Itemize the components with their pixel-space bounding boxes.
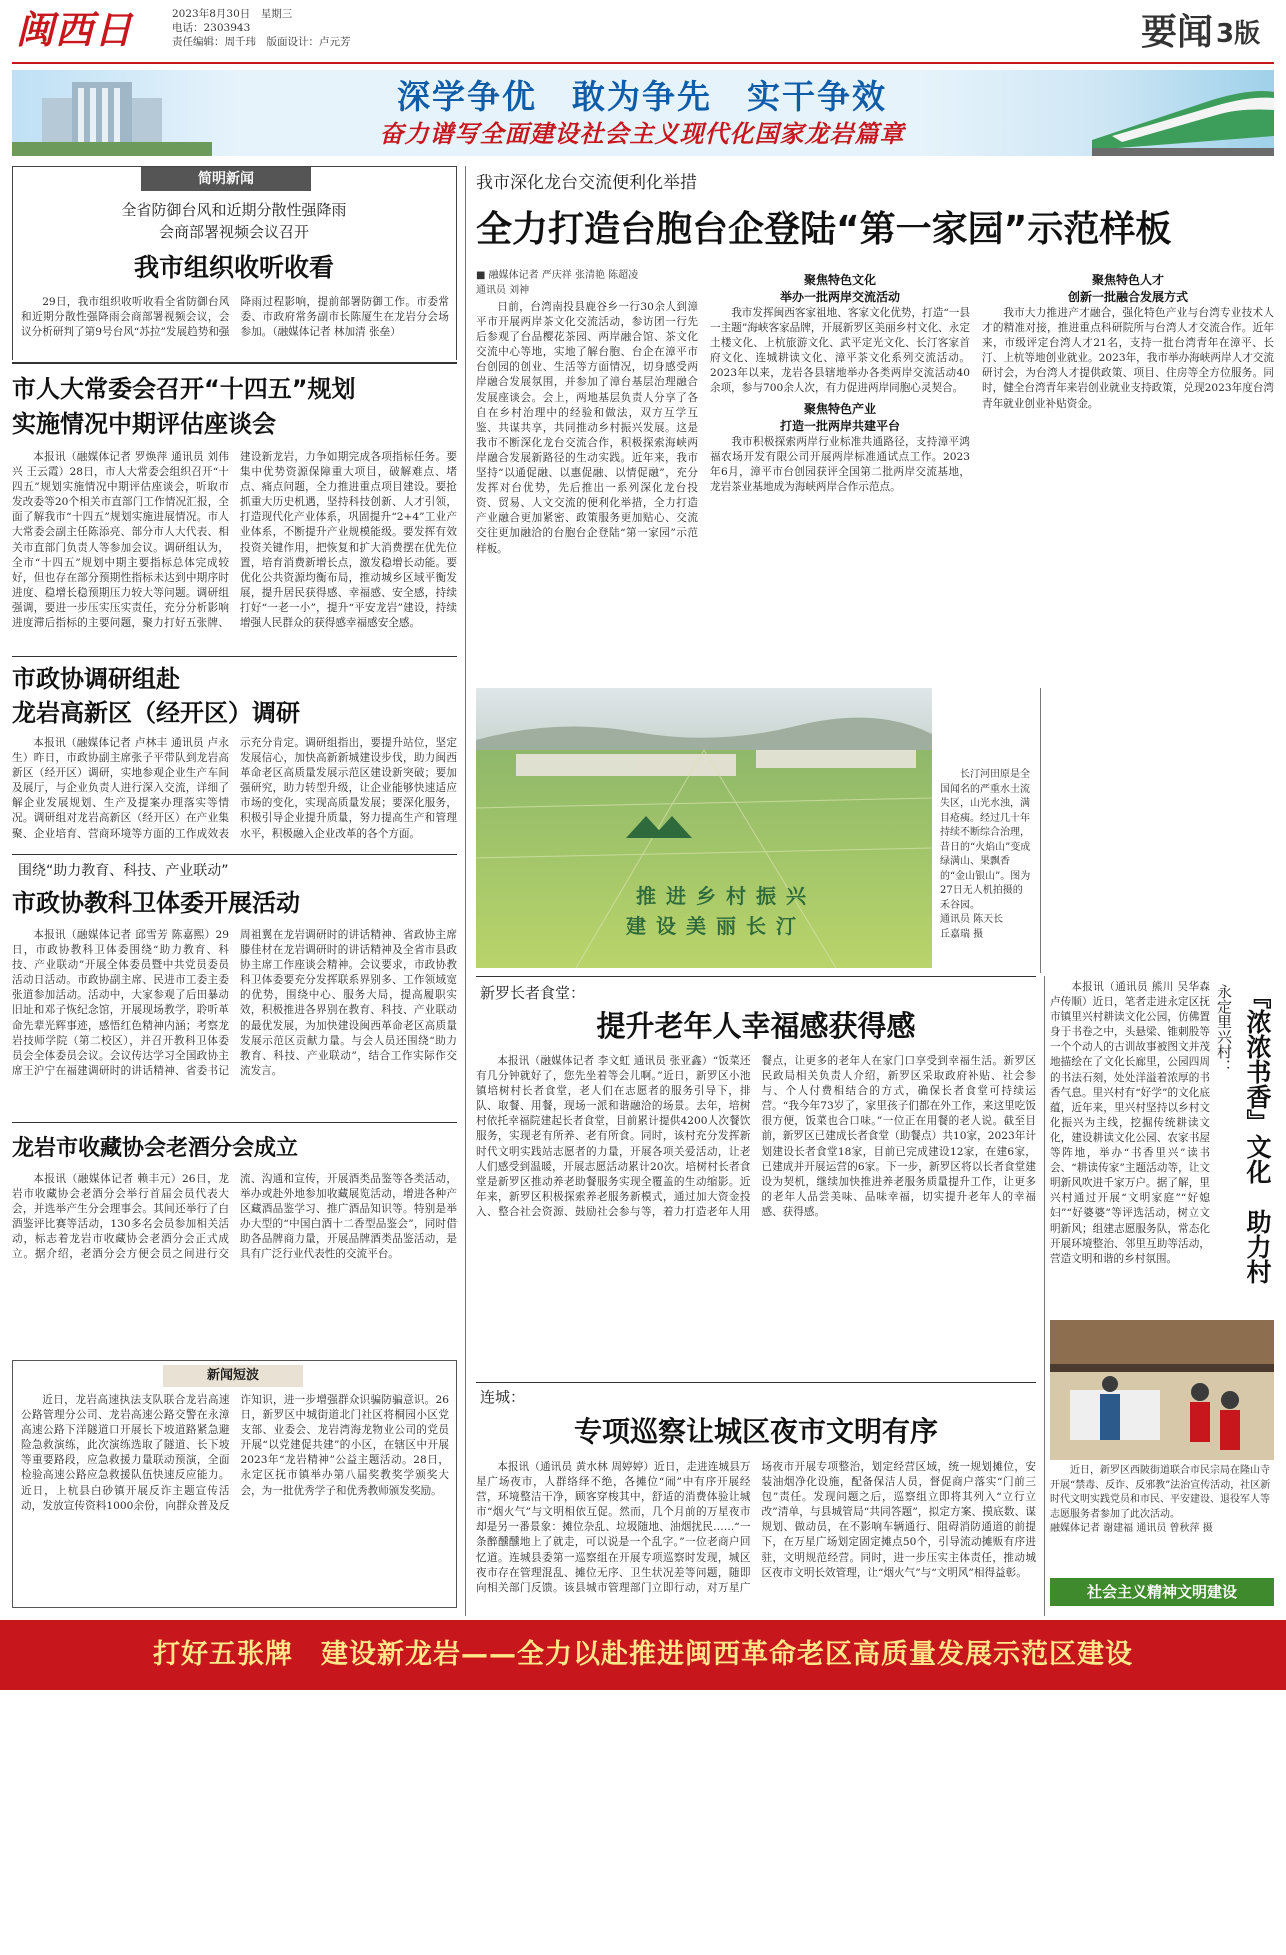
- editor-credit: 责任编辑：周千玮 版面设计：卢元芳: [172, 36, 351, 48]
- canteen-kicker: 新罗长者食堂：: [480, 984, 586, 1002]
- issue-date: 2023年8月30日 星期三: [172, 8, 293, 20]
- aerial-photo: [476, 688, 932, 968]
- liquor-body: 本报讯（融媒体记者 赖丰元）26日，龙岩市收藏协会老酒分会举行首届会员代表大会，并选举产生分会理事会。其间还举行了白酒鉴评比赛等活动，130多名会员参加相关活动，标志着龙岩市收藏协会老酒分会正式成立。据介绍，老酒分会方便会员之间进行交流、沟通和宣传，开展酒类品鉴等各类活动，举办或赴外地参加收藏展览活动，增进各种产区藏酒品鉴学习、推广酒品知识等。特别是举办大型的“中国白酒十二香型品鉴会”，同时借助各品牌商力量，开展品牌酒类品鉴活动，是具有广泛行业代表性的交流平台。: [12, 1173, 457, 1261]
- photo-caption: 长汀河田原是全国闻名的严重水土流失区，山光水浊，满目疮痍。经过几十年持续不断综合治理，昔日的“火焰山”变成绿满山、果飘香的“金山银山”。图为27日无人机拍摄的禾谷园。 通讯员 陈天长 丘嘉瑞 摄: [940, 769, 1031, 940]
- page-bottom: [0, 1690, 1286, 1955]
- banner-subslogan: 奋力谱写全面建设社会主义现代化国家龙岩篇章: [379, 119, 905, 148]
- footer-slogan: 打好五张牌 建设新龙岩——全力以赴推进闽西革命老区高质量发展示范区建设: [153, 1639, 1133, 1670]
- taiwan-sub3-body: 我市大力推进产才融合，强化特色产业与台湾专业技术人才的精准对接，推进重点科研院所与台湾人才交流合作。近年来，市级评定台湾人才21名，支持一批台湾青年在漳平、长汀、上杭等地创业就业。2023年，我市举办海峡两岸人才交流研讨会，为台湾人才提供政策、项目、住房等全方位服务。同时，健全台湾青年来岩创业就业支持政策，兑现2023年度台湾青年就业创业补贴资金。: [982, 307, 1274, 410]
- culture-vertical-title: [1050, 980, 1274, 1310]
- canteen-body: 本报讯（融媒体记者 李文虹 通讯员 张亚鑫）“饭菜还有几分钟就好了，您先坐着等会儿啊。”近日，新罗区小池镇培树村长者食堂，老人们在志愿者的服务引导下，排队、取餐、用餐，现场一派和谐融洽的场景。去年，培树村依托幸福院建起长者食堂，目前累计提供4200人次餐饮服务，实现老有所养、老有所食。同时，该村充分发挥新时代文明实践站志愿者的力量，开展各项关爱活动，让老人们感受到温暖，开展志愿活动累计20次。培树村长者食堂是新罗区推动养老助餐服务实现全覆盖的生动缩影。近年来，新罗区积极探索养老服务新模式，通过加大资金投入、整合社会资源、鼓励社会参与等，着力打造老年人用餐点，让更多的老年人在家门口享受到幸福生活。新罗区民政局相关负责人介绍，新罗区采取政府补贴、社会参与、个人付费相结合的方式，确保长者食堂可持续运营。“我今年73岁了，家里孩子们都在外工作，来这里吃饭很方便，饭菜也合口味。”一位正在用餐的老人说。截至目前，新罗区已建成长者食堂（助餐点）共10家，2023年计划建设长者食堂18家，目前已完成建设12家，在建6家，已建成并开展运营的6家。下一步，新罗区将以长者食堂建设为契机，继续加快推进养老服务质量提升工作，让更多的老年人品尝美味、品味幸福，切实提升老年人的幸福感、获得感。: [476, 1055, 1036, 1218]
- wave-body: 近日，龙岩高速执法支队联合龙岩高速公路管理分公司、龙岩高速公路交警在永漳高速公路下洋隧道口开展长下坡道路紧急避险急救演练，此次演练选取了隧道、长下坡等重要路段，应急救援力量联动预演，全面检验高速公路应急救援队伍快速反应能力。近日，上杭县白砂镇开展反诈主题宣传活动，发放宣传资料1000余份，向群众普及反诈知识，进一步增强群众识骗防骗意识。26日，新罗区中城街道北门社区将桐园小区党支部、业委会、龙岩湾海龙物业公司的党员开展“以党建促共建”的小区，在辖区中开展2023年“龙岩精神”公益主题活动。28日，永定区抚市镇举办第八届奖教奖学颁奖大会，为一批优秀学子和优秀教师颁发奖励。: [21, 1394, 449, 1512]
- footer-banner: [0, 1620, 1286, 1690]
- edu-kicker: 围绕“助力教育、科技、产业联动”: [18, 863, 229, 879]
- section-name: 要闻: [1140, 12, 1213, 53]
- taiwan-sub2-head: 聚焦特色产业 打造一批两岸共建平台: [779, 401, 900, 433]
- volunteer-image: [1050, 1320, 1274, 1460]
- civilization-tag: 社会主义精神文明建设: [1050, 1578, 1274, 1606]
- phone: 电话：2303943: [172, 22, 251, 34]
- culture-title-main: 『浓浓书香』文化 助力村: [1243, 984, 1272, 1284]
- cppcc-body: 本报讯（融媒体记者 卢林丰 通讯员 卢永生）昨日，市政协副主席张子平带队到龙岩高新区（经开区）调研，实地参观企业生产车间及展厅，与企业负责人进行深入交流，详细了解企业发展规划、生产及提案办理落实等情况。调研组对龙岩高新区（经开区）在产业集聚、企业培育、营商环境等方面的工作成效表示充分肯定。调研组指出，要提升站位，坚定发展信心，加快高新新城建设步伐，助力闽西革命老区高质量发展示范区建设新突破；要加强研究，助力转型升级，让企业能够快速适应市场的变化，实现高质量发展；要深化服务，积极引导企业提升质量，努力提高生产和管理水平，积极融入企业改革的各个方面。: [12, 737, 457, 840]
- volunteer-caption: 近日，新罗区西陂街道联合市民宗局在隆山寺开展“禁毒、反诈、反邪教”法治宣传活动，社区新时代文明实践党员和市民、平安建设、退役军人等志愿服务者参加了此次活动。 融媒体记者 谢建福 通讯员 曾秋萍 摄: [1050, 1465, 1271, 1534]
- volunteer-photo: [1050, 1320, 1274, 1460]
- edu-body: 本报讯（融媒体记者 邱雪芳 陈嘉熙）29日，市政协教科卫体委围绕“助力教育、科技、产业联动”开展全体委员暨中共党员委员活动日活动。市政协副主席、民进市工委主委张道参加活动。活动中，大家参观了后田暴动旧址和邓子恢纪念馆，开展现场教学，聆听革命先辈光辉事迹，感悟红色精神内涵；考察龙岩技师学院（第二校区），并召开教科卫体委员会全体委员会议。会议传达学习全国政协主席王沪宁在福建调研时的讲话精神、省委书记周祖翼在龙岩调研时的讲话精神、省政协主席滕佳材在龙岩调研时的讲话精神及全省市县政协主席工作座谈会精神。会议要求，市政协教科卫体委要充分发挥联系界别多、工作领域宽的优势，围绕中心、服务大局，提高履职实效，积极推进各界别在教育、科技、产业联动的最优发展，为加快建设闽西革命老区高质量发展示范区贡献力量。与会人员还围绕“助力教育、科技、产业联动”，结合工作实际作交流发言。: [12, 929, 457, 1077]
- newspaper-logo: 闽西日: [16, 7, 134, 52]
- masthead: [0, 0, 1286, 70]
- banner-slogan: 深学争优 敢为争先 实干争效: [397, 77, 887, 116]
- brief-news: [12, 166, 457, 360]
- brief-title: 我市组织收听收看: [133, 253, 334, 282]
- culture-body: 本报讯（通讯员 熊川 吴华森 卢传顺）近日，笔者走进永定区抚市镇里兴村耕读文化公园，仿佛置身于书卷之中，头悬梁、锥刺股等一个个动人的古训故事被图文并茂地描绘在了文化长廊里，公园四周的书法石刻，处处洋溢着浓厚的书香气息。里兴村有“好学”的文化底蕴，近年来，里兴村坚持以乡村文化振兴为主线，挖掘传统耕读文化，建设耕读文化公园、农家书屋等阵地，举办“书香里兴”读书会、“耕读传家”主题活动等，让文明新风吹进千家万户。据了解，里兴村通过开展“文明家庭”“好媳妇”“好婆婆”等评选活动，树立文明新风；组建志愿服务队，常态化开展环境整治、邻里互助等活动，营造文明和谐的乡村氛围。: [1050, 981, 1210, 1265]
- taiwan-sub1-body: 我市发挥闽西客家祖地、客家文化优势，打造“一县一主题”海峡客家品牌，开展新罗区美丽乡村文化、永定土楼文化、上杭旅游文化、武平定光文化、长汀客家首府文化、连城耕读文化、漳平茶文化系列交流活动。2023年以来，龙岩各县辖地举办各类两岸交流活动40余项，参与700余人次，有力促进两岸同胞心灵契合。: [710, 307, 970, 395]
- liquor-headline: 龙岩市收藏协会老酒分会成立: [12, 1136, 299, 1161]
- news-wave: [12, 1360, 457, 1608]
- cppcc-headline: 市政协调研组赴 龙岩高新区（经开区）调研: [12, 665, 300, 727]
- wave-tag: 新闻短波: [163, 1365, 303, 1387]
- brief-subtitle: 全省防御台风和近期分散性强降雨 会商部署视频会议召开: [121, 201, 347, 241]
- taiwan-byline: ■ 融媒体记者 严庆祥 张清艳 陈超凌 通讯员 刘神: [476, 270, 639, 296]
- field-sign-line1: 推进乡村振兴: [636, 884, 816, 906]
- npc-headline: 市人大常委会召开“十四五”规划 实施情况中期评估座谈会: [12, 375, 356, 438]
- taiwan-kicker: 我市深化龙台交流便利化举措: [476, 173, 697, 193]
- lianchen-body: 本报讯（通讯员 黄水林 周婷婷）近日，走进连城县万星广场夜市，人群络绎不绝，各摊位“闹”中有序开展经营，环境整洁干净，顾客穿梭其中，舒适的消费体验让城市“烟火气”与文明相依互促。然而，几个月前的万星夜市却是另一番景象：摊位杂乱、垃圾随地、油烟扰民……“一条醉醺醺地上了就走，可以说是一个乱字。”一位老商户回忆道。连城县委第一巡察组在开展专项巡察时发现，城区夜市存在管理混乱、摊位无序、卫生状况差等问题，随即向相关部门反馈。该县城市管理部门立即行动，对万星广场夜市开展专项整治，划定经营区域，统一规划摊位，安装油烟净化设施，配备保洁人员，督促商户落实“门前三包”责任。发现问题之后，巡察组立即将其列入“立行立改”清单，与县城管局“共同答题”，拟定方案、摸底数、谋规划、做动员，在不影响车辆通行、阻碍消防通道的前提下，在万星广场划定固定摊点50个，引导流动摊贩有序进驻，文明规范经营。同时，进一步压实主体责任，推动城区夜市文明长效管理，让“烟火气”与“文明风”相得益彰。: [476, 1461, 1036, 1594]
- taiwan-col2: [710, 268, 970, 680]
- theme-banner: [12, 70, 1274, 156]
- canteen-headline: 提升老年人幸福感获得感: [596, 1009, 916, 1043]
- lianchen-headline: 专项巡察让城区夜市文明有序: [573, 1415, 938, 1448]
- brief-body: 29日，我市组织收听收看全省防御台风和近期分散性强降雨会商部署视频会议，会议分析研判了第9号台风“苏拉”发展趋势和强降雨过程影响，提前部署防御工作。市委常委、市政府常务副市长陈厦生在龙岩分会场参加。（融媒体记者 林加清 张垒）: [21, 296, 449, 339]
- field-sign-line2: 建设美丽长汀: [626, 914, 806, 936]
- brief-tag: 简明新闻: [141, 167, 311, 191]
- taiwan-headline: 全力打造台胞台企登陆“第一家园”示范样板: [476, 209, 1172, 250]
- taiwan-sub2-body: 我市积极探索两岸行业标准共通路径，支持漳平鸿福农场开发有限公司开展两岸标准通试点工作。2023年6月，漳平市台创园获评全国第二批两岸交流基地，龙岩茶业基地成为海峡两岸合作示范点。: [710, 435, 970, 493]
- taiwan-col3: [982, 268, 1274, 680]
- taiwan-sub3-head: 聚焦特色人才 创新一批融合发展方式: [1067, 273, 1188, 304]
- taiwan-sub1-head: 聚焦特色文化 举办一批两岸交流活动: [779, 273, 900, 304]
- npc-body: 本报讯（融媒体记者 罗焕萍 通讯员 刘伟兴 王云霞）28日，市人大常委会组织召开“十四五”规划实施情况中期评估座谈会，听取市发改委等20个相关市直部门工作情况汇报，全面了解我市“十四五”规划实施进展情况。市人大常委会副主任陈添亮、部分市人大代表、相关市直部门负责人等参加会议。调研组认为，全市“十四五”规划中期主要指标总体完成较好，但也存在部分预期性指标未达到中期序时进度、稳增长稳预期压力较大等问题。调研组强调，要进一步压实压实责任，充分分析影响进度滞后指标的主要问题，聚力打好五张牌、建设新龙岩，力争如期完成各项指标任务。要集中优势资源保障重大项目，破解难点、堵点、痛点问题，全力推进重点项目建设。要抢抓重大历史机遇，坚持科技创新、人才引领，打造现代化产业体系，巩固提升“2+4”工业产业体系，不断提升产业规模能级。要发挥有效投资关键作用，把恢复和扩大消费摆在优先位置，培育消费新增长点，激发稳增长动能。要优化公共资源均衡布局，推动城乡区域平衡发展，提升居民获得感、幸福感、安全感，持续打好“一老一小”，提升“平安龙岩”建设，持续增强人民群众的获得感幸福感安全感。: [12, 451, 457, 630]
- taiwan-body: 日前，台湾南投县鹿谷乡一行30余人到漳平市开展两岸茶文化交流活动，参访团一行先后参观了台品樱花茶园、两岸融合馆、茶文化交流中心等地，实地了解台胞、台企在漳平市台创园的创业、生活等方面情况，切身感受两岸融合发展氛围，并参加了漳台基层治理融合发展座谈会。会上，两地基层负责人分享了各自在乡村治理中的经验和做法，双方互学互鉴、共谋共享，共同推动乡村振兴发展。这是我市不断深化龙台交流合作，积极探索海峡两岸融合发展新路径的生动实践。近年来，我市坚持“以通促融、以惠促融、以情促融”，充分发挥对台优势，先后推出一系列深化龙台投资、贸易、人文交流的便利化举措，全力打造产业融合更加紧密、政策服务更加贴心、交流交往更加融洽的台胞台企登陆“第一家园”示范样板。: [476, 301, 698, 555]
- edu-headline: 市政协教科卫体委开展活动: [12, 889, 300, 917]
- lianchen-kicker: 连城：: [480, 1388, 526, 1406]
- culture-title-kicker: 永定里兴村：: [1215, 984, 1233, 1074]
- page-number: 3版: [1216, 19, 1261, 49]
